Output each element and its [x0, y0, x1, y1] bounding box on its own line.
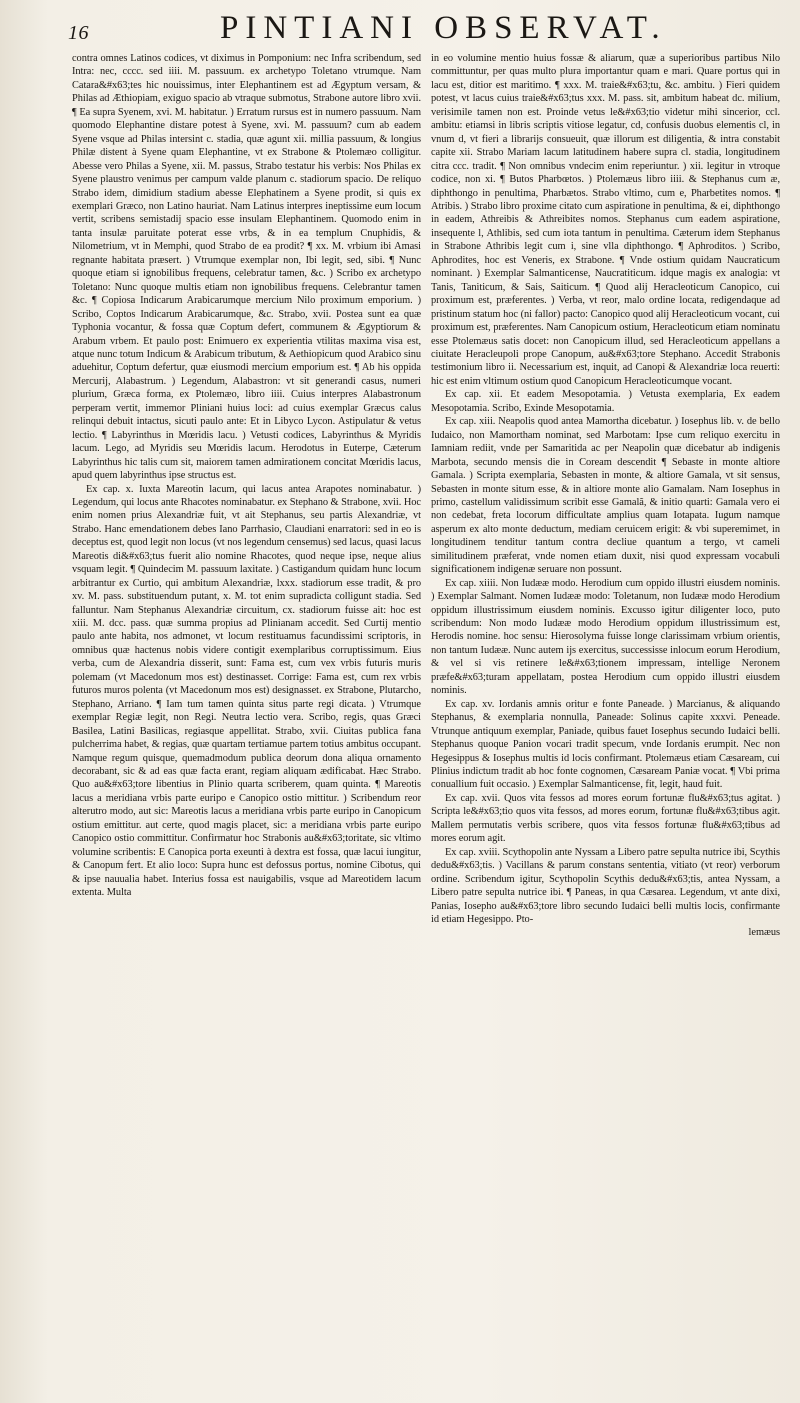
text-columns — [72, 52, 780, 1397]
running-head: PINTIANI OBSERVAT. — [220, 10, 667, 46]
catchword: lemæus — [748, 927, 780, 939]
chapter-note: Ex cap. xviii. Scythopolin ante Nyssam a Libero patre sepulta nutrice ibi, Scythis dedu&#x63;tis. ) Vacillans & parum constans sententia, vitiato (vt reor) verborum ordine. Scribendum igitur, Scythopolin Scythis dedu&#x63;tis, antea Nyssam, a Libero patre sepulta nutrice ibi. ¶ Paneas, in qua Cæsarea. Legendum, vt ante dixi, Panias, Iosepho au&#x63;tore libro secundo Iudaici belli multis locis, confirmante id etiam Hegesippo. Pto- — [431, 846, 780, 925]
chapter-note: Ex cap. x. Iuxta Mareotin lacum, qui lacus antea Arapotes nominabatur. ) Legendum, qui locus ante Rhacotes nominabatur. ex Stephano & Strabone, xvii. Hoc enim nomen prius Alexandriæ fuit, vt ait Stephanus, seu partis Alexandriæ, vt Strabo. Hanc emendationem debes Iano Parrhasio, Claudiani enarratori: sed in eo is deceptus est, quod legit non locus (vt nos legendum censemus) sed lacus, quasi lacus Mareotis di&#x63;tus fuerit alio nomine Rhacotes, quod neque ipse, neque alius vsquam legit. ¶ Quindecim M. passuum laxitate. ) Castigandum quidam hunc locum arbitrantur ex Curtio, qui ambitum Alexandriæ, lxxx. stadiorum esse tradit, & pro xv. M. pass. substituendum putant, x. M. tot enim supradicta colligunt stadia. Sed falluntur. Nam Stephanus Alexandriæ circuitum, cx. stadiorum fuisse ait: hoc est xiii. M. dcc. pass. quæ summa propius ad Plinianam accedit. Sed Curtij mentio paulo ante habita, nos admonet, vt locum restituamus facundissimi scriptoris, in omnibus quæ hactenus nobis videre contigit exemplaribus corruptissimum. Eius verba, cum de Alexandria disserit, sunt: Fama est, cum vex vrbis futuris muris polemam (vt Macedonum mos est) destinasset. Corrige: Fama est, cum rex vrbis futuros muros polenta (vt Macedonum mos est) designasset. ex Strabone, Plutarcho, Stephano, Arriano. ¶ Iam tum tamen quinta situs parte regi dicata. ) Vtrumque exemplar Regiæ legit, non Regi. Neutra lectio vera. Scribo, regis, quas Græci Basilea, Latini Basilicas, regiasque appellitat. Strabo, xvii. Ciuitas publica fana pulcherrima habet, & regias, quæ quartam tertiamue partem totius ambitus occupant. Namque regum quisque, quemadmodum publica deorum dona aliqua ornamento decorabant, sic & ad eas quæ facta erant, regiam aliquam ædificabat. Hæc Strabo. Quo au&#x63;tore libentius in Plinio quarta scriberem, quam quinta. ¶ Mareotis lacus a meridiana vrbis parte euripo e Canopico ostio mittitur. ) Scribendum reor alterutro modo, aut sic: Mareotis lacus a meridiana vrbis parte euripo in Canopicum ostium emittitur. aut certe, quod magis placet, sic: a meridiana vrbis parte euripo Canopico ostio committitur. Confirmatur hoc Strabonis au&#x63;toritate, sic vltimo volumine scribentis: E Canopica porta exeunti à dextra est fossa, quæ lacui iungitur, & Canopum fert. Et alio loco: Supra hunc est defossus portus, nomine Cibotus, qui & ipse nauualia habet. Interius fossa est nauigabilis, vsque ad Mareotidem lacum extenta. Multa — [72, 483, 421, 899]
chapter-note: Ex cap. xiii. Neapolis quod antea Mamortha dicebatur. ) Iosephus lib. v. de bello Iudaico, non Mamortham nominat, sed Marbotam: Ipse cum reliquo exercitu in Iamniam rediit, vnde per Samaritida ac per Neapolin quæ dicebatur ab indigenis Marbota, secundo mensis die in Coream descendit ¶ Sebaste in monte altiore Gamala. ) Scripta exemplaria, Sebasten in monte, & altiore Gamala, vt sit sensus, Sebasten in monte situm esse, & in altiore monte alio Gamalam. Nam Iosephus in primo, castellum validissimum scribit esse Gamalã, & initio quarti: Gamala vero ei non cedebat, freta locorum difficultate amplius quam Iotapata. Iugum namque asperum ex alto monte deductum, mediam ceruicem erigit: & vbi superemimet, in longitudinem tenditur tantum contra decliue quantum a tergo, vt cameli similitudinem præferat, vnde nomen etiam duxit, nisi quod expressam vocabuli significationem indigenæ seruare non possunt. — [431, 416, 780, 576]
chapter-note: Ex cap. xvii. Quos vita fessos ad mores eorum fortunæ flu&#x63;tus agitat. ) Scripta le&#x63;tio quos vita fessos, ad mores eorum, fortunæ flu&#x63;tibus agit. Mallem permutatis verbis scribere, quos vita fessos fortunæ flu&#x63;tibus ad mores eorum agit. — [431, 792, 780, 845]
page-header — [60, 8, 778, 48]
paragraph: contra omnes Latinos codices, vt diximus in Pomponium: nec Infra scribendum, sed Intra: nec, cccc. sed iiii. M. passuum. ex archetypo Toletano vtrumque. Nam Catara&#x63;tes hic nouissimus, inter Elephantinem est ad Ægyptum versam, & Philas ad Æthiopiam, exiguo spacio ab vtraque submotus, Strabone autore libro xvii. ¶ Ea supra Syenem, xvi. M. habitatur. ) Erratum rursus est in numero passuum. Nam quomodo Elephantine distare potest à Syene, xvi. M. passuum? cum ab eadem Syene vsque ad Philas intersint c. stadia, quæ agunt xii. millia passuum, & longius Philæ distent à Syene quam Elephantine, vt ex Strabone & Ptolemæo colligitur. Abesse vero Philas a Syene, xii. M. passus, Strabo testatur his verbis: Nos Philas ex Syene plaustro venimus per campum valde planum c. stadiorum spacio. De reliquo Strabo idem, dimidium stadium abesse Elephatinem a Syene prodit, si quis ex exemplari Græco, non Latino hauriat. Nam Latinus interpres ineptissime eum locum vertit, scribens semistadij spacio esse insulam Elephantinem. Quomodo enim in tanta insulæ paruitate poterat esse vrbs, & in ea templum Cnuphidis, & Nilometrium, vt in Memphi, quod Strabo de ea prodit? ¶ xx. M. vrbium ibi Amasi regnante habitata præsert. ) Vtrumque exemplar non, Ibi legit, sed, sibi. ¶ Nunc quoque etiam si ignobilibus frequens, celebratur tamen, &c. ) Scribo ex archetypo Toletano: Nunc quoque multis etiam non ignobilibus frequens. Celebrantur tamen &c. ¶ Copiosa Indicarum Arabicarumque mercium Nilo proximum emporium. ) Scribo, Coptos Indicarum Arabicarumque, &c. Strabo, xvii. Postea sunt ea quæ Typhonia vocantur, & fossa quæ Coptum defert, communem & Ægyptiorum & Arabum vrbem. Et paulo post: Enimuero ex experientia vtilitas maxima visa est, atque nunc totum Indicum & Arabicum tributum, & Aethiopicum quod Arabico sinu aduehitur, Coptum defertur, quæ eiusmodi mercium emporium est. ¶ Ab his oppida Mercurij, Alabastrum. ) Legendum, Alabastron: vt sit generandi casus, numeri plurium, Græca forma, ex Ptolemæo, libro iiii. Cuius interpres Alabastronum perperam vertit, immemor Pliniani huius loci: ad cuius exemplar Græcus calus relinqui debuit intactus, sicuti paulo ante: Et in Libyco Lycon. Astipulatur & vetus lectio. ¶ Labyrinthus in Mœridis lacu. ) Vetusti codices, Labyrinthus & Myridis lacum. Lego, ad Myridis seu Mœridis lacum. Herodotus in Euterpe, Cæterum Labyrinthus hic talis cum sit, maiorem tamen admirationem concitat Mœridis lacus, apud quem labyrinthus ipse structus est. — [72, 53, 421, 482]
right-column — [431, 52, 780, 1397]
chapter-note: Ex cap. xiiii. Non Iudææ modo. Herodium cum oppido illustri eiusdem nominis. ) Exemplar Salmant. Nomen Iudææ modo: Toletanum, non Iudææ modo Herodium oppidum illustrissimum eiusdem nominis. Excusso igitur diligenter loco, puto scribendum: Non modo Iudææ modo Herodium oppidum illustrissimum est, Herodis nomine. hoc sensu: Hierosolyma fuisse longe clarissimam vrbium orientis, non tantum Iudææ. Nunc autem ijs exercitus, successisse inlocum eorum Herodium, & vel si vis retinere le&#x63;tionem impressam, intellige Neronem præfe&#x63;turam appellatam, postea Herodium cum oppido illustri eiusdem nominis. — [431, 577, 780, 697]
chapter-note: Ex cap. xii. Et eadem Mesopotamia. ) Vetusta exemplaria, Ex eadem Mesopotamia. Scribo, Exinde Mesopotamia. — [431, 389, 780, 414]
page-number: 16 — [68, 22, 89, 44]
paragraph: in eo volumine mentio huius fossæ & aliarum, quæ a superioribus partibus Nilo committuntur, per quas multo plura importantur quam e mari. Quare portus qui in lacu est, ditior est maritimo. ¶ xxx. M. traie&#x63;tu, &c. ambitu. ) Fieri quidem potest, vt lacus cuius traie&#x63;tus xxx. M. pass. sit, ambitum habeat dc. milium, verisimile tamen non est. Proinde vetus le&#x63;tio videtur mihi sincerior, ccl. ambitu: etiamsi in libris scriptis vitiose legatur, cd, confusis duobus elementis cl, in vnum d, vt fieri a librarijs consueuit, quæ illorum est diligentia, & intra constabit capite xii. Strabo Mariam lacum latitudinem habere supra cl. stadia, longitudinem citra ccc. tradit. ¶ Non omnibus vndecim enim reperiuntur. ) xii. legitur in vtroque codice, non xi. ¶ Butos Pharbœtos. ) Ptolemæus libro iiii. & Stephanus cum æ, diphthongo in penultima, Pharbætos. Strabo vltimo, cum e, Pharbetites nomos. ¶ Atribis. ) Strabo libro proxime citato cum aspiratione in penultima, & ei, diphthongo in eadem, Athreibis & Athreibites nomos. Stephanus cum eadem aspiratione, insequente l, Athlibis, sed cum iota tantum in penultima. Cæterum idem Stephanus in Strabone Athribis legit cum i, sine vlla diphthongo. ¶ Aphroditos. ) Scribo, Aphrodites, hoc est Veneris, ex Strabone. ¶ Vnde ostium quidam Naucraticum nominant. ) Exemplar Salmanticense, Naucratiticum. idque magis ex analogia: vt Tanis, Taniticum, & Sais, Saiticum. ¶ Quod alij Heracleoticum Canopico, cui proximum est, præferentes. ) Verba, vt reor, malo ordine locata, redigendaque ad pristinum statum hoc (ni fallor) pacto: Canopico quod alij Heracleoticum vocant, cui proximum est, præferentes. Nam Canopicum ostium, Heracleoticum etiam nominatu esse Ptolemæus satis docet: non Canopicum illud, sed Heracleoticum appellans a ciuitate Heracleupoli prope Canopum, au&#x63;tore Stephano. Accedit Strabonis testimonium libro ii. Necessarium est, inquit, ad Canopi & Alexandriæ loca reuerti: hic est enim vltimum ostium quod Canopicum Heracleoticumque vocant. — [431, 53, 780, 387]
chapter-note: Ex cap. xv. Iordanis amnis oritur e fonte Paneade. ) Marcianus, & aliquando Stephanus, & exemplaria nonnulla, Paneade: Solinus capite xxxvi. Peneade. Vtrunque antiquum exemplar, Paniade, quibus fauet Iosephus secundo Iudaici belli. Stephanus quoque Panion vocari tradit specum, vnde Iordanis erumpit. Nec non Hegesippus & Iosephus multis id locis confirmant. Ptolemæus etiam Cæsaream, cui Plinius indictum tradit ab hoc fonte cognomen, Cæsaream Paniæ vocat. ¶ Vbi prima conuallium fuit occasio. ) Exemplar Salmanticense, fit, legit, haud fuit. — [431, 698, 780, 791]
left-column — [72, 52, 421, 1397]
